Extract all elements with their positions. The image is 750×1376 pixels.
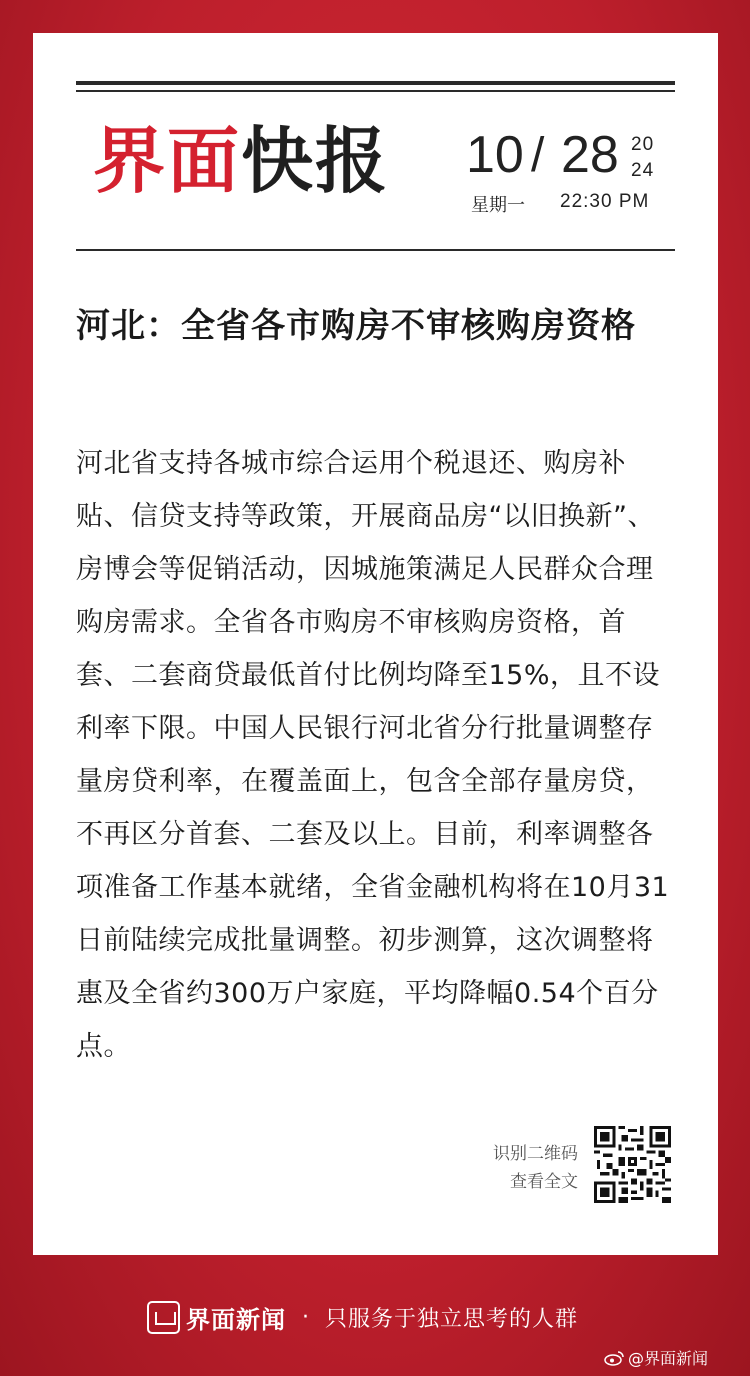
weibo-watermark: [604, 1346, 708, 1369]
top-rule: [76, 81, 675, 85]
date-year-bottom: 24: [631, 160, 655, 181]
qr-code-icon[interactable]: [594, 1126, 671, 1203]
top-rule-thin: [76, 90, 675, 92]
headline: 河北：全省各市购房不审核购房资格: [76, 306, 636, 346]
footer-slogan: 只服务于独立思考的人群: [325, 1306, 579, 1332]
qr-caption-line2: 查看全文: [510, 1172, 578, 1192]
footer-brand: 界面新闻: [186, 1305, 286, 1334]
news-card: [33, 33, 718, 1255]
date-day: 28: [561, 126, 619, 184]
date-year-top: 20: [631, 134, 655, 155]
qr-caption-line1: 识别二维码: [493, 1144, 578, 1164]
jiemian-logo-icon: [147, 1301, 180, 1334]
masthead-title: [93, 119, 390, 203]
date-weekday: 星期一: [471, 195, 525, 216]
footer-separator: ·: [302, 1304, 309, 1330]
header-divider: [76, 249, 675, 251]
weibo-icon: [604, 1350, 624, 1366]
qr-caption: [473, 1140, 578, 1196]
date-month: 10: [466, 126, 524, 184]
footer-bar: [147, 1299, 578, 1335]
masthead-red: 界面: [93, 119, 242, 203]
date-slash: /: [531, 129, 545, 182]
article-body: 河北省支持各城市综合运用个税退还、购房补贴、信贷支持等政策，开展商品房“以旧换新”、房博会等促销活动，因城施策满足人民群众合理购房需求。全省各市购房不审核购房资格，首套、二套商贷最低首付比例均降至15%，且不设利率下限。中国人民银行河北省分行批量调整存量房贷利率，在覆盖面上，包含全部存量房贷，不再区分首套、二套及以上。目前，利率调整各项准备工作基本就绪，全省金融机构将在10月31日前陆续完成批量调整。初步测算，这次调整将惠及全省约300万户家庭，平均降幅0.54个百分点。: [76, 448, 670, 1062]
watermark-text: @界面新闻: [628, 1349, 709, 1368]
date-time: 22:30 PM: [560, 191, 650, 212]
masthead-black: 快报: [241, 119, 390, 203]
